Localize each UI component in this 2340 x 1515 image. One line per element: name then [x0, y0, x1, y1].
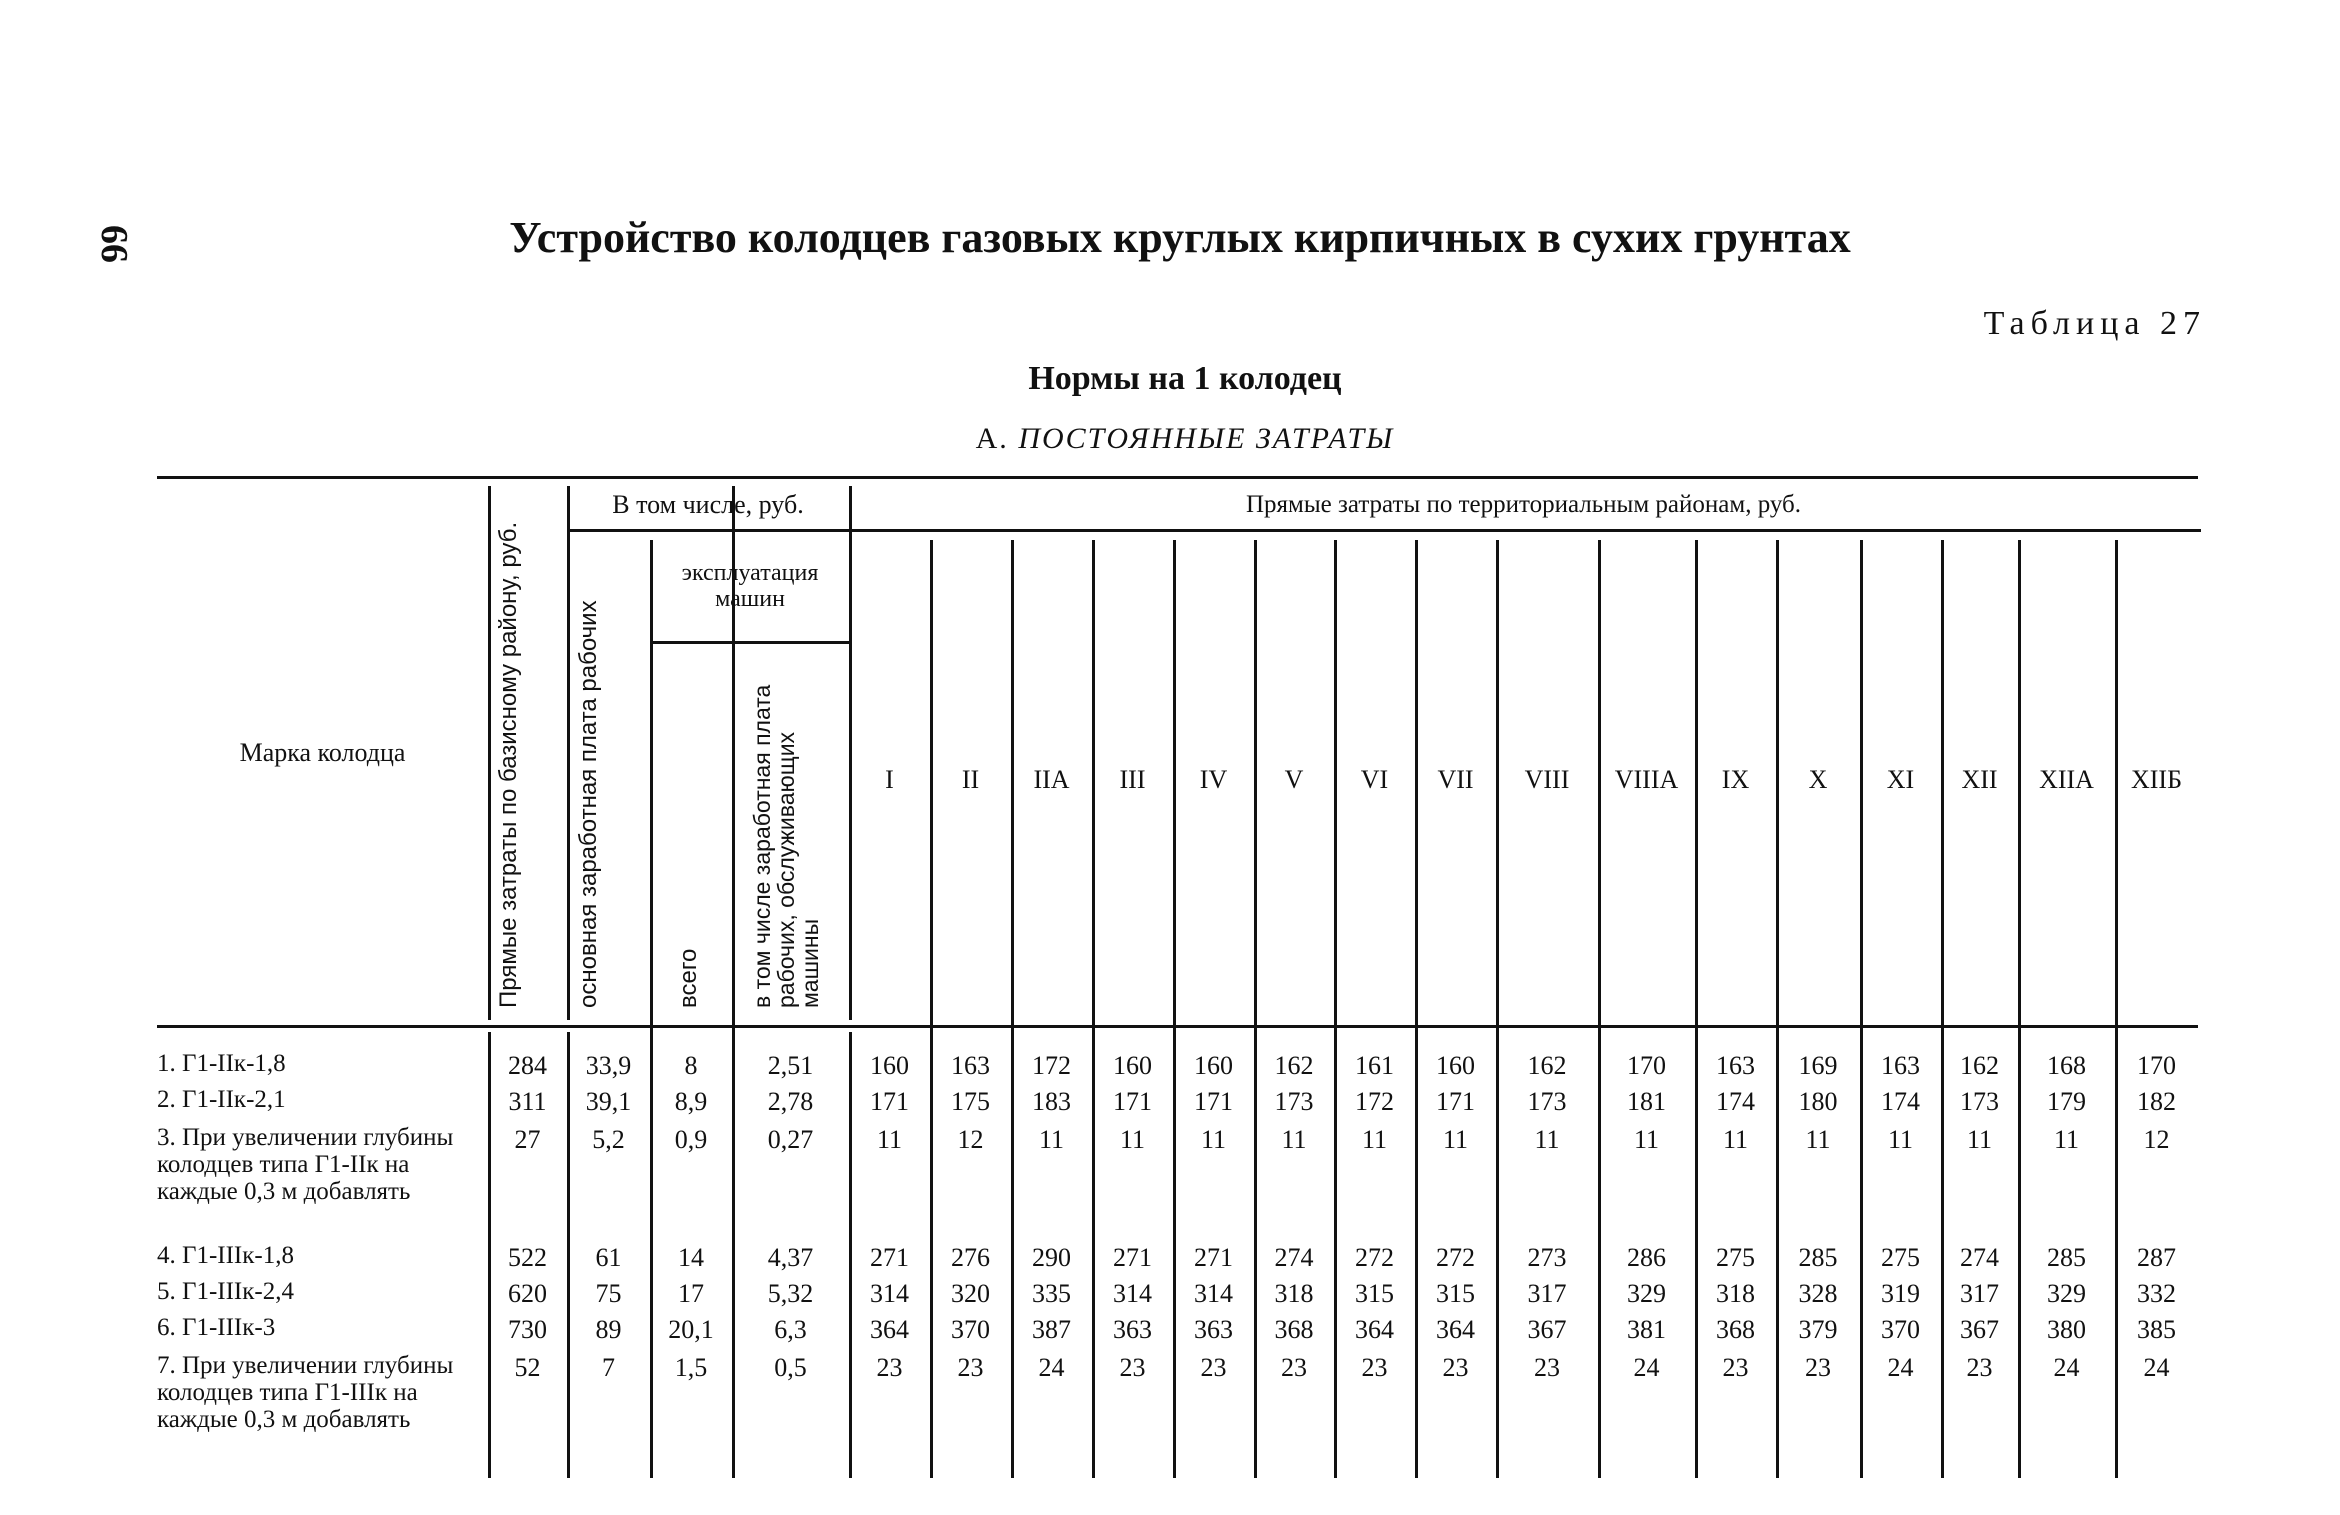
cell-region-III: 171	[1113, 1087, 1152, 1116]
cell-region-XIIБ: 24	[2143, 1353, 2170, 1382]
header-direct-base: Прямые затраты по базисному району, руб.	[495, 521, 522, 1008]
cell-region-XII: 173	[1960, 1087, 1999, 1116]
row-label: 4. Г1-IIIк-1,8	[157, 1242, 294, 1269]
header-region-XIIА: XIIА	[2039, 765, 2094, 794]
cell-region-I: 171	[870, 1087, 909, 1116]
cell-region-IV: 271	[1194, 1243, 1233, 1272]
row-label: 1. Г1-IIк-1,8	[157, 1050, 286, 1077]
column-divider	[1415, 540, 1418, 1074]
cell-region-IX: 318	[1716, 1279, 1755, 1308]
cell-region-II: 23	[957, 1353, 984, 1382]
cell-region-XII: 367	[1960, 1315, 1999, 1344]
header-region-VIII: VIII	[1524, 765, 1570, 794]
cell-region-XIIА: 285	[2047, 1243, 2086, 1272]
header-including: В том числе, руб.	[612, 490, 804, 519]
cell-region-IX: 174	[1716, 1087, 1755, 1116]
page-number: 66	[93, 225, 135, 263]
cell-region-XIIА: 24	[2053, 1353, 2080, 1382]
cell-region-XIIА: 380	[2047, 1315, 2086, 1344]
section-prefix: А.	[975, 422, 1009, 455]
cell-mach: 0,9	[674, 1125, 708, 1154]
cell-region-VI: 272	[1355, 1243, 1394, 1272]
cell-region-XIIБ: 182	[2137, 1087, 2176, 1116]
column-divider	[1092, 540, 1095, 1074]
cell-region-XIIБ: 287	[2137, 1243, 2176, 1272]
column-divider	[1011, 540, 1014, 1074]
header-machines-total: всего	[675, 948, 702, 1008]
cell-region-VIIIА: 329	[1627, 1279, 1666, 1308]
cell-region-VII: 364	[1436, 1315, 1475, 1344]
cell-region-XIIБ: 170	[2137, 1051, 2176, 1080]
cell-region-I: 364	[870, 1315, 909, 1344]
cell-region-IIА: 172	[1032, 1051, 1071, 1080]
column-divider	[1941, 540, 1944, 1074]
cell-region-VI: 11	[1361, 1125, 1388, 1154]
cell-region-V: 23	[1281, 1353, 1307, 1382]
cell-base: 522	[508, 1243, 547, 1272]
cell-wages: 33,9	[585, 1051, 632, 1080]
cell-mach: 8	[684, 1051, 698, 1080]
cell-base: 620	[508, 1279, 547, 1308]
cell-region-VIII: 173	[1527, 1087, 1567, 1116]
cell-mach: 20,1	[668, 1315, 714, 1344]
cell-region-V: 318	[1274, 1279, 1314, 1308]
cell-region-VII: 171	[1436, 1087, 1475, 1116]
cell-region-XIIА: 329	[2047, 1279, 2086, 1308]
cell-region-III: 160	[1113, 1051, 1152, 1080]
header-region-IV: IV	[1199, 765, 1228, 794]
cell-region-V: 162	[1274, 1051, 1314, 1080]
cell-region-VII: 160	[1436, 1051, 1475, 1080]
header-region-IIА: IIА	[1033, 765, 1070, 794]
cell-region-IX: 11	[1722, 1125, 1749, 1154]
cell-region-VII: 11	[1442, 1125, 1469, 1154]
column-divider	[930, 540, 933, 1074]
cell-mach: 17	[678, 1279, 704, 1308]
cell-region-XIIА: 11	[2053, 1125, 2080, 1154]
cell-region-IX: 368	[1716, 1315, 1755, 1344]
header-machines: эксплуатация машин	[681, 560, 819, 612]
cell-region-II: 163	[951, 1051, 990, 1080]
header-region-VIIIА: VIIIА	[1614, 765, 1679, 794]
cell-region-VIII: 23	[1534, 1353, 1560, 1382]
cell-region-XIIБ: 332	[2137, 1279, 2176, 1308]
cell-region-VI: 172	[1355, 1087, 1394, 1116]
header-bottom-rule	[157, 1025, 2198, 1028]
cell-region-XI: 24	[1887, 1353, 1914, 1382]
cell-region-VIIIА: 181	[1627, 1087, 1666, 1116]
cell-region-IV: 171	[1194, 1087, 1233, 1116]
column-divider	[1254, 540, 1257, 1074]
cell-region-XII: 23	[1966, 1353, 1993, 1382]
column-divider	[1860, 540, 1863, 1074]
cell-wages: 89	[595, 1315, 622, 1344]
cell-region-IV: 160	[1194, 1051, 1233, 1080]
cell-region-X: 328	[1798, 1279, 1838, 1308]
cell-region-IIА: 11	[1038, 1125, 1065, 1154]
regions-subheader-rule	[849, 529, 2201, 532]
cell-region-II: 175	[951, 1087, 990, 1116]
cell-region-III: 23	[1119, 1353, 1146, 1382]
header-mark: Марка колодца	[239, 738, 406, 767]
cell-region-VIII: 317	[1527, 1279, 1567, 1308]
cell-region-V: 173	[1274, 1087, 1314, 1116]
cell-region-I: 314	[870, 1279, 909, 1308]
cell-base: 730	[508, 1315, 547, 1344]
cell-mach_w: 6,3	[774, 1315, 807, 1344]
cell-mach_w: 0,27	[767, 1125, 814, 1154]
column-divider	[849, 486, 852, 1020]
cell-region-VIII: 367	[1527, 1315, 1567, 1344]
row-label: 7. При увеличении глубины колодцев типа Г1-IIIк на каждые 0,3 м добавлять	[157, 1352, 454, 1433]
header-region-V: V	[1284, 765, 1304, 794]
cell-region-IIА: 290	[1032, 1243, 1071, 1272]
cell-region-VI: 364	[1355, 1315, 1394, 1344]
header-regions: Прямые затраты по территориальным районам, руб.	[1245, 491, 1802, 518]
cell-region-I: 23	[876, 1353, 903, 1382]
cell-region-III: 11	[1119, 1125, 1146, 1154]
cell-region-IIА: 183	[1032, 1087, 1071, 1116]
cell-mach_w: 0,5	[774, 1353, 807, 1382]
cell-region-XII: 274	[1960, 1243, 1999, 1272]
header-machines-wages: в том числе заработная плата рабочих, обслуживающих машины	[749, 684, 823, 1008]
row-label: 6. Г1-IIIк-3	[157, 1314, 276, 1341]
cell-region-III: 314	[1113, 1279, 1152, 1308]
section-title	[0, 422, 2340, 456]
cell-region-X: 11	[1805, 1125, 1831, 1154]
cell-region-IV: 363	[1194, 1315, 1233, 1344]
header-region-IX: IX	[1721, 765, 1750, 794]
column-divider	[1496, 540, 1499, 1074]
cell-region-IV: 11	[1200, 1125, 1227, 1154]
header-region-VI: VI	[1360, 765, 1389, 794]
header-region-II: II	[961, 765, 980, 794]
cell-region-XI: 163	[1881, 1051, 1920, 1080]
cell-region-XIIА: 168	[2047, 1051, 2086, 1080]
cell-region-XII: 317	[1960, 1279, 1999, 1308]
cell-region-XII: 11	[1966, 1125, 1993, 1154]
cell-base: 311	[508, 1087, 547, 1116]
cell-base: 52	[514, 1353, 541, 1382]
including-subheader-rule	[567, 529, 849, 532]
table-label: Таблица 27	[1983, 305, 2206, 342]
column-divider	[650, 540, 653, 1074]
cell-mach_w: 2,78	[767, 1087, 814, 1116]
cell-region-II: 12	[957, 1125, 984, 1154]
cell-region-IIА: 24	[1038, 1353, 1065, 1382]
cell-region-X: 169	[1798, 1051, 1838, 1080]
cell-region-IV: 314	[1194, 1279, 1233, 1308]
header-wages: основная заработная плата рабочих	[575, 600, 602, 1008]
table-top-rule	[157, 476, 2198, 479]
cell-region-XII: 162	[1960, 1051, 1999, 1080]
header-region-XI: XI	[1886, 765, 1915, 794]
column-divider	[488, 486, 491, 1020]
cell-region-XI: 275	[1881, 1243, 1920, 1272]
cell-region-VIIIА: 11	[1633, 1125, 1660, 1154]
cell-base: 27	[514, 1125, 541, 1154]
cell-region-VIII: 11	[1534, 1125, 1560, 1154]
cell-region-VII: 23	[1442, 1353, 1469, 1382]
cell-region-X: 379	[1798, 1315, 1838, 1344]
cell-region-VII: 272	[1436, 1243, 1475, 1272]
cell-base: 284	[508, 1051, 547, 1080]
header-region-X: X	[1808, 765, 1828, 794]
header-region-VII: VII	[1437, 765, 1474, 794]
cell-mach: 14	[678, 1243, 704, 1272]
cell-region-II: 370	[951, 1315, 990, 1344]
section-name: ПОСТОЯННЫЕ ЗАТРАТЫ	[1018, 422, 1395, 455]
cell-region-V: 368	[1274, 1315, 1314, 1344]
cell-region-IIА: 387	[1032, 1315, 1071, 1344]
cell-region-VI: 315	[1355, 1279, 1394, 1308]
cell-region-XI: 319	[1881, 1279, 1920, 1308]
row-label: 2. Г1-IIк-2,1	[157, 1086, 286, 1113]
cell-region-VIIIА: 381	[1627, 1315, 1666, 1344]
cell-mach_w: 2,51	[767, 1051, 814, 1080]
column-divider	[1776, 540, 1779, 1074]
cell-region-I: 11	[876, 1125, 903, 1154]
cell-region-II: 320	[951, 1279, 990, 1308]
cell-region-X: 180	[1798, 1087, 1838, 1116]
cell-wages: 7	[602, 1353, 615, 1382]
header-region-III: III	[1119, 765, 1146, 794]
cell-region-VIIIА: 170	[1627, 1051, 1666, 1080]
column-divider	[1695, 540, 1698, 1074]
cell-region-VI: 161	[1355, 1051, 1394, 1080]
cell-wages: 39,1	[585, 1087, 632, 1116]
row-label: 3. При увеличении глубины колодцев типа Г1-IIк на каждые 0,3 м добавлять	[157, 1124, 454, 1205]
cell-region-X: 285	[1798, 1243, 1838, 1272]
cell-region-VIII: 162	[1527, 1051, 1567, 1080]
page-title: Устройство колодцев газовых круглых кирпичных в сухих грунтах	[509, 213, 1851, 262]
cell-mach_w: 5,32	[767, 1279, 814, 1308]
cell-region-V: 274	[1274, 1243, 1314, 1272]
cell-region-II: 276	[951, 1243, 990, 1272]
column-divider	[1173, 540, 1176, 1074]
cell-region-IV: 23	[1200, 1353, 1227, 1382]
cell-region-IX: 275	[1716, 1243, 1755, 1272]
cell-mach: 8,9	[674, 1087, 708, 1116]
cell-region-VIIIА: 286	[1627, 1243, 1666, 1272]
column-divider	[2115, 540, 2118, 1074]
cell-wages: 75	[595, 1279, 622, 1308]
row-label: 5. Г1-IIIк-2,4	[157, 1278, 294, 1305]
cell-mach_w: 4,37	[767, 1243, 814, 1272]
column-divider	[1334, 540, 1337, 1074]
cell-region-IX: 163	[1716, 1051, 1755, 1080]
cell-region-XI: 174	[1881, 1087, 1920, 1116]
column-divider	[2018, 540, 2021, 1074]
cell-region-VI: 23	[1361, 1353, 1388, 1382]
cell-region-XIIА: 179	[2047, 1087, 2086, 1116]
machines-subheader-rule	[650, 641, 849, 644]
cell-region-IIА: 335	[1032, 1279, 1071, 1308]
table-subtitle: Нормы на 1 колодец	[1028, 360, 1342, 397]
cell-region-I: 271	[870, 1243, 909, 1272]
cell-region-III: 363	[1113, 1315, 1152, 1344]
cell-region-VIIIА: 24	[1633, 1353, 1660, 1382]
cell-region-VIII: 273	[1527, 1243, 1567, 1272]
cell-wages: 5,2	[592, 1125, 625, 1154]
cell-region-XI: 11	[1887, 1125, 1914, 1154]
cell-region-VII: 315	[1436, 1279, 1475, 1308]
header-region-I: I	[885, 765, 894, 794]
cell-wages: 61	[595, 1243, 622, 1272]
header-region-XII: XII	[1961, 765, 1998, 794]
cell-region-XIIБ: 12	[2143, 1125, 2170, 1154]
column-divider	[567, 486, 570, 1020]
cell-region-XIIБ: 385	[2137, 1315, 2176, 1344]
cell-region-IX: 23	[1722, 1353, 1749, 1382]
header-region-XIIБ: XIIБ	[2130, 765, 2183, 794]
cell-region-V: 11	[1281, 1125, 1307, 1154]
cell-region-XI: 370	[1881, 1315, 1920, 1344]
column-divider	[1598, 540, 1601, 1074]
cell-region-X: 23	[1805, 1353, 1831, 1382]
cell-mach: 1,5	[674, 1353, 708, 1382]
cell-region-III: 271	[1113, 1243, 1152, 1272]
cell-region-I: 160	[870, 1051, 909, 1080]
